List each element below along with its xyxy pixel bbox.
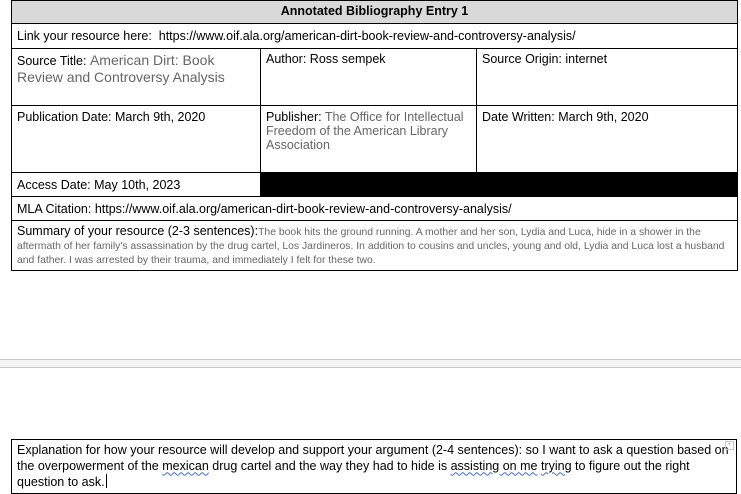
access-date-cell[interactable] [12, 173, 261, 197]
mla-label: MLA Citation: [17, 202, 92, 216]
explanation-text-2: drug cartel and the way they had to hide is [208, 458, 451, 473]
access-date-value: May 10th, 2023 [94, 178, 181, 192]
link-cell[interactable] [12, 24, 738, 49]
explanation-table [11, 439, 737, 494]
entry-title[interactable]: Annotated Bibliography Entry 1 [12, 1, 738, 24]
publisher-value: The Office for Intellectual Freedom of the American Library Association [266, 110, 464, 152]
grammar-error-word[interactable]: trying [540, 458, 572, 473]
text-cursor [106, 474, 107, 488]
summary-label: Summary of your resource (2-3 sentences): [17, 224, 259, 238]
table-cell-marker-icon[interactable]: + [725, 441, 734, 450]
author-value: Ross sempek [309, 52, 386, 66]
author-label: Author: [266, 52, 307, 66]
spelling-error-word[interactable]: mexican [162, 458, 209, 473]
date-written-cell[interactable] [477, 106, 738, 173]
explanation-text-4: to figure out the right question to ask. [17, 458, 690, 489]
mla-value: https://www.oif.ala.org/american-dirt-book-review-and-controversy-analysis/ [94, 202, 512, 216]
link-label: Link your resource here: [17, 29, 152, 43]
explanation-text-1: so I want to ask a question based on the overpowerment of the [17, 443, 729, 473]
publisher-label: Publisher: [266, 110, 322, 124]
pub-date-label: Publication Date: [17, 110, 112, 124]
author-cell[interactable] [261, 49, 477, 106]
grammar-error-phrase[interactable]: assisting on me [450, 458, 538, 473]
source-origin-label: Source Origin: [482, 52, 562, 66]
date-written-value: March 9th, 2020 [558, 110, 649, 124]
source-title-value: American Dirt: Book Review and Controversy Analysis [17, 52, 225, 85]
date-written-label: Date Written: [482, 110, 555, 124]
summary-cell[interactable] [12, 221, 738, 271]
page-break [0, 359, 741, 368]
publisher-cell[interactable] [261, 106, 477, 173]
bibliography-table [11, 0, 738, 271]
explanation-label: Explanation for how your resource will develop and support your argument (2-4 sentences): [17, 443, 523, 457]
source-origin-value: internet [565, 52, 608, 66]
pub-date-value: March 9th, 2020 [115, 110, 206, 124]
access-date-label: Access Date: [17, 178, 91, 192]
pub-date-cell[interactable] [12, 106, 261, 173]
mla-cell[interactable] [12, 197, 738, 221]
link-url[interactable]: https://www.oif.ala.org/american-dirt-book-review-and-controversy-analysis/ [158, 29, 576, 43]
shaded-cell [261, 173, 738, 197]
explanation-cell[interactable] [12, 440, 737, 494]
source-title-cell[interactable] [12, 49, 261, 106]
summary-value: The book hits the ground running. A mother and her son, Lydia and Luca, hide in a shower in the aftermath of her family's assassination by the drug cartel, Los Jardineros. In addition to cousins and uncles, young and old, Lydia and Luca lost a husband and father. I was arrested by their trauma, and immediately I felt for these two. [17, 227, 725, 266]
source-title-label: Source Title: [17, 54, 87, 68]
source-origin-cell[interactable] [477, 49, 738, 106]
